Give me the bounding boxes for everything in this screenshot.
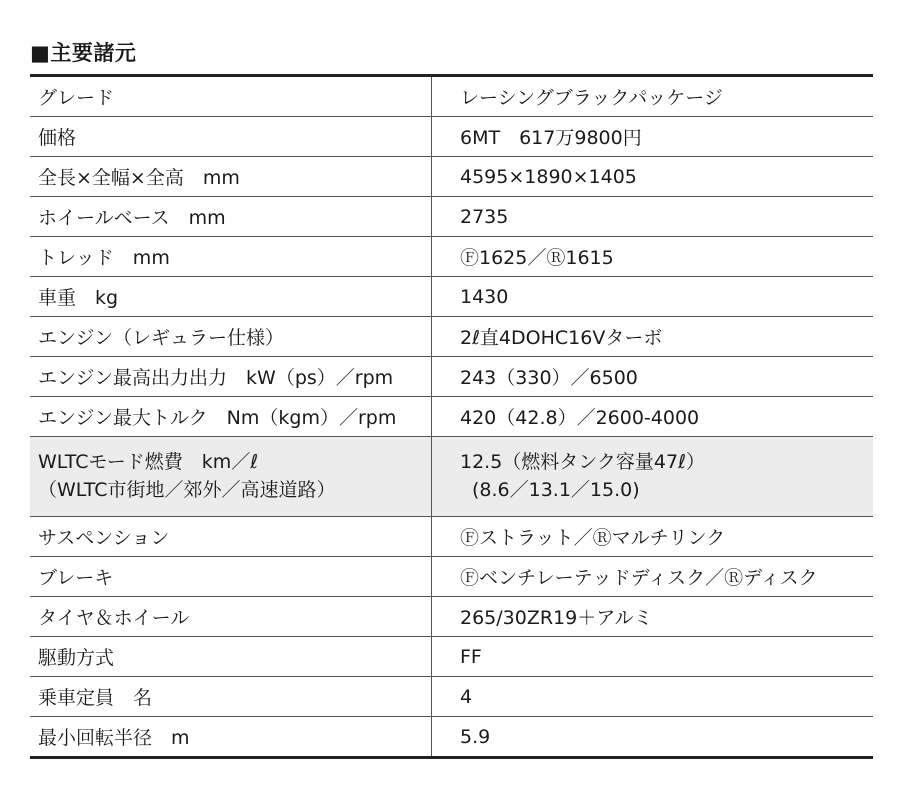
table-row — [30, 277, 873, 317]
row-value: 420（42.8）／2600-4000 — [432, 397, 874, 437]
page-title: ■主要諸元 — [30, 41, 137, 65]
row-value-line: (8.6／13.1／15.0) — [472, 478, 640, 501]
table-row-fuel-economy — [30, 437, 873, 517]
row-value-line: 12.5（燃料タンク容量47ℓ） — [460, 450, 705, 473]
row-label: エンジン最高出力出力 kW（ps）／rpm — [30, 357, 432, 397]
row-value: 2ℓ直4DOHC16Vターボ — [432, 317, 874, 357]
row-label: エンジン（レギュラー仕様） — [30, 317, 432, 357]
table-row — [30, 317, 873, 357]
row-label: 車重 kg — [30, 277, 432, 317]
row-label: ホイールベース mm — [30, 197, 432, 237]
row-value: 1430 — [432, 277, 874, 317]
row-label: ブレーキ — [30, 557, 432, 597]
table-row — [30, 357, 873, 397]
row-label-line: WLTCモード燃費 km／ℓ — [38, 450, 259, 473]
table-row — [30, 397, 873, 437]
row-value: 4595×1890×1405 — [432, 157, 874, 197]
row-value: 4 — [432, 677, 874, 717]
table-row — [30, 157, 873, 197]
row-label: サスペンション — [30, 517, 432, 557]
row-value: 6MT 617万9800円 — [432, 117, 874, 157]
table-row — [30, 117, 873, 157]
row-label: エンジン最大トルク Nm（kgm）／rpm — [30, 397, 432, 437]
table-row — [30, 717, 873, 758]
table-row — [30, 677, 873, 717]
row-label: 価格 — [30, 117, 432, 157]
row-label: 全長×全幅×全高 mm — [30, 157, 432, 197]
spec-table — [30, 74, 873, 759]
row-value: 243（330）／6500 — [432, 357, 874, 397]
row-value: レーシングブラックパッケージ — [432, 76, 874, 117]
table-row — [30, 637, 873, 677]
row-value — [432, 437, 874, 517]
row-label-line: （WLTC市街地／郊外／高速道路） — [38, 478, 336, 501]
table-row — [30, 557, 873, 597]
row-value: 265/30ZR19＋アルミ — [432, 597, 874, 637]
row-label: タイヤ＆ホイール — [30, 597, 432, 637]
row-value: 2735 — [432, 197, 874, 237]
table-row — [30, 237, 873, 277]
row-value: 5.9 — [432, 717, 874, 758]
table-row — [30, 517, 873, 557]
row-label — [30, 437, 432, 517]
table-row — [30, 197, 873, 237]
row-label: 乗車定員 名 — [30, 677, 432, 717]
table-row — [30, 76, 873, 117]
row-value: FF — [432, 637, 874, 677]
row-label: グレード — [30, 76, 432, 117]
row-value: Ⓕベンチレーテッドディスク／Ⓡディスク — [432, 557, 874, 597]
row-label: 駆動方式 — [30, 637, 432, 677]
row-label: 最小回転半径 m — [30, 717, 432, 758]
row-label: トレッド mm — [30, 237, 432, 277]
table-row — [30, 597, 873, 637]
row-value: Ⓕストラット／Ⓡマルチリンク — [432, 517, 874, 557]
row-value: Ⓕ1625／Ⓡ1615 — [432, 237, 874, 277]
